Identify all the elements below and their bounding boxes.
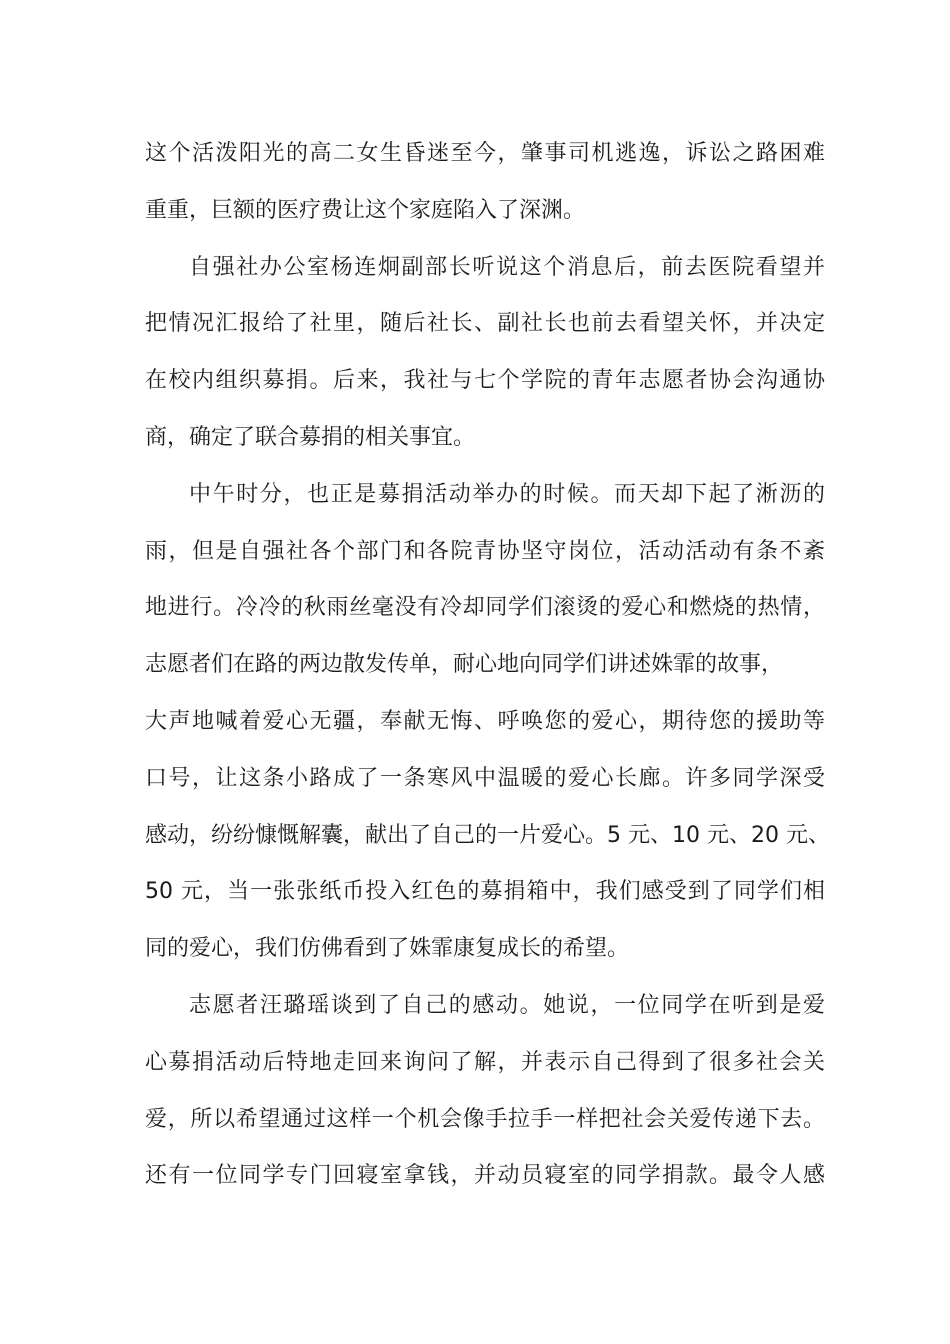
text-line: 重重，巨额的医疗费让这个家庭陷入了深渊。 [145,197,586,223]
paragraph-first-line: 自强社办公室杨连炯副部长听说这个消息后，前去医院看望并 [189,254,825,280]
text-line: 同的爱心，我们仿佛看到了姝霏康复成长的希望。 [145,936,630,962]
text-line: 还有一位同学专门回寝室拿钱，并动员寝室的同学捐款。最令人感 [145,1163,825,1189]
text-line: 口号，让这条小路成了一条寒风中温暖的爱心长廊。许多同学深受 [145,765,825,791]
text-line: 地进行。冷冷的秋雨丝毫没有冷却同学们滚烫的爱心和燃烧的热情， [145,595,825,621]
text-line: 在校内组织募捐。后来，我社与七个学院的青年志愿者协会沟通协 [145,368,825,394]
text-line: 把情况汇报给了社里，随后社长、副社长也前去看望关怀，并决定 [145,311,825,337]
paragraph-first-line: 志愿者汪璐瑶谈到了自己的感动。她说，一位同学在听到是爱 [189,992,825,1018]
text-line: 雨，但是自强社各个部门和各院青协坚守岗位，活动活动有条不紊 [145,538,825,564]
text-line: 50 元，当一张张纸币投入红色的募捐箱中，我们感受到了同学们相 [145,879,825,905]
paragraph-first-line: 中午时分，也正是募捐活动举办的时候。而天却下起了淅沥的 [189,481,825,507]
text-line: 这个活泼阳光的高二女生昏迷至今，肇事司机逃逸，诉讼之路困难 [145,141,825,166]
text-line: 大声地喊着爱心无疆，奉献无悔、呼唤您的爱心，期待您的援助等 [145,708,825,734]
text-line: 爱，所以希望通过这样一个机会像手拉手一样把社会关爱传递下去。 [145,1106,825,1132]
text-line: 志愿者们在路的两边散发传单，耐心地向同学们讲述姝霏的故事， [145,652,784,678]
text-line: 心募捐活动后特地走回来询问了解，并表示自己得到了很多社会关 [145,1049,825,1075]
text-line: 感动，纷纷慷慨解囊，献出了自己的一片爱心。5 元、10 元、20 元、 [145,822,830,848]
text-line: 商，确定了联合募捐的相关事宜。 [145,424,476,450]
body-text [145,130,830,1209]
